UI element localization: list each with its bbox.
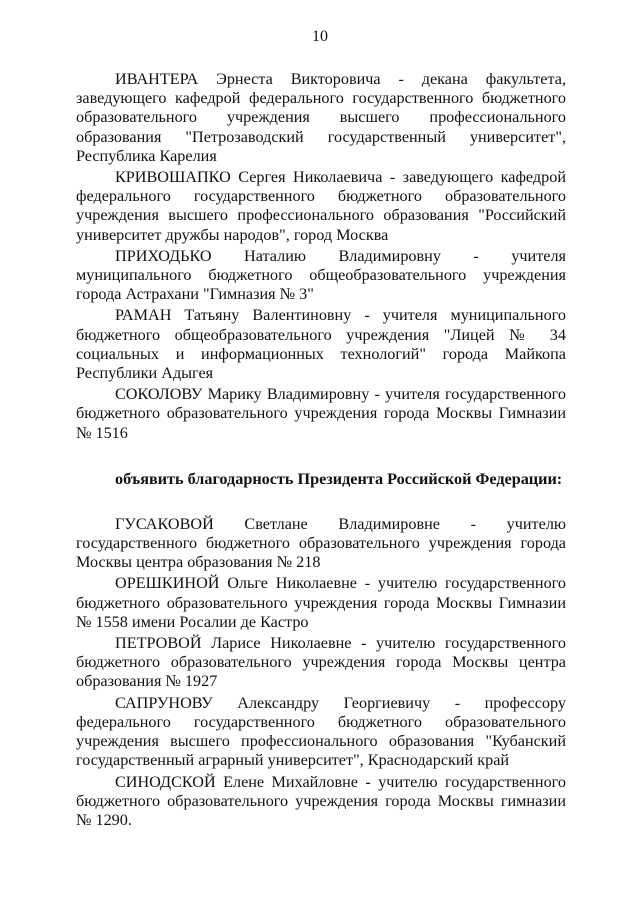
awardee-entry: ГУСАКОВОЙ Светлане Владимировне - учителю государственного бюджетного образовательного учреждения города Москвы центра образования № 218 (76, 514, 566, 572)
awardee-entry: ИВАНТЕРА Эрнеста Викторовича - декана факультета, заведующего кафедрой федерального государственного бюджетного образовательного учреждения высшего профессионального образования "Петрозаводский государственный университет", Республика Карелия (76, 70, 566, 165)
awardee-entry: СОКОЛОВУ Марику Владимировну - учителя государственного бюджетного образовательного учреждения города Москвы Гимназии № 1516 (76, 385, 566, 442)
awardee-entry: САПРУНОВУ Александру Георгиевичу - профессору федерального государственного бюджетного образовательного учреждения высшего профессионального образования "Кубанский государственный аграрный университет", Краснодарский край (76, 693, 566, 770)
awardee-entry: КРИВОШАПКО Сергея Николаевича - заведующего кафедрой федерального государственного бюджетного образовательного учреждения высшего профессионального образования "Российский университет дружбы народов", город Москва (76, 168, 566, 244)
section-heading: объявить благодарность Президента Российской Федерации: (115, 469, 563, 488)
page-number: 10 (312, 28, 328, 45)
awardee-entry: СИНОДСКОЙ Елене Михайловне - учителю государственного бюджетного образовательного учреждения города Москвы гимназии № 1290. (76, 772, 566, 829)
awardee-entry: ПЕТРОВОЙ Ларисе Николаевне - учителю государственного бюджетного образовательного учреждения города Москвы центра образования № 1927 (76, 634, 566, 691)
awardee-entry: РАМАН Татьяну Валентиновну - учителя муниципального бюджетного общеобразовательного учреждения "Лицей № 34 социальных и информационных технологий" города Майкопа Республики Адыгея (76, 306, 566, 383)
document-body (76, 70, 566, 830)
awardee-entry: ОРЕШКИНОЙ Ольге Николаевне - учителю государственного бюджетного образовательного учреждения города Москвы Гимназии № 1558 имени Росалии де Кастро (76, 574, 566, 631)
awardee-entry: ПРИХОДЬКО Наталию Владимировну - учителя муниципального бюджетного общеобразовательного учреждения города Астрахани "Гимназия № 3" (76, 246, 566, 304)
